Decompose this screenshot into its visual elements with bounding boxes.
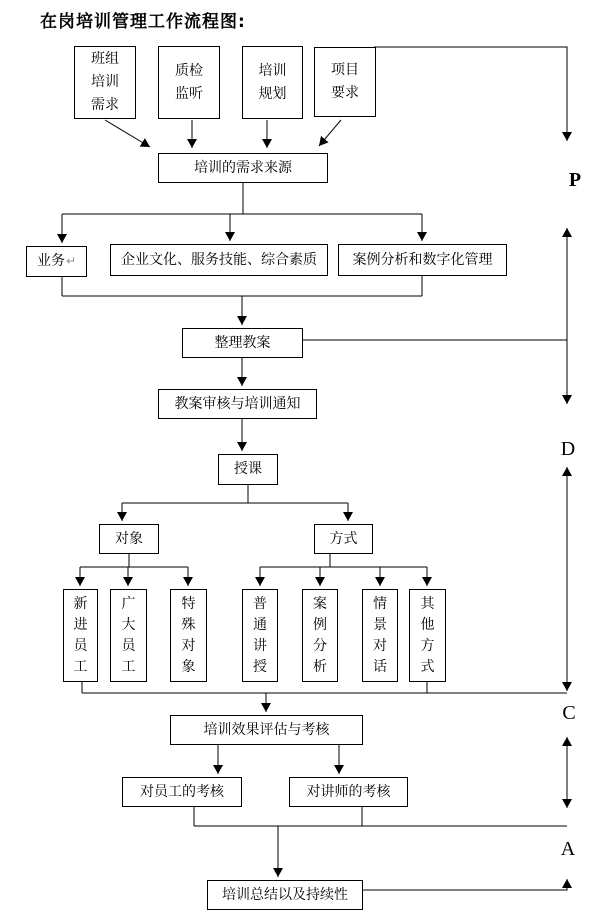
box-method bbox=[314, 524, 373, 554]
box-label: 项目要求 bbox=[331, 62, 359, 101]
box-lecturer-assessment bbox=[289, 777, 408, 807]
box-label: 整理教案 bbox=[214, 334, 271, 351]
box-business bbox=[26, 246, 87, 277]
box-case-analysis bbox=[302, 589, 338, 682]
box-plan-review-training-notice bbox=[158, 389, 317, 419]
box-label: 培训的需求来源 bbox=[194, 159, 292, 176]
line-summary-to-pdca bbox=[363, 879, 567, 890]
box-organize-lesson-plans bbox=[182, 328, 303, 358]
box-label: 方式 bbox=[329, 530, 358, 547]
arrow-project-to-sources bbox=[319, 120, 341, 146]
box-label: 案例分析和数字化管理 bbox=[352, 251, 493, 268]
box-effect-evaluation-assessment bbox=[170, 715, 363, 745]
box-label: 对讲师的考核 bbox=[306, 783, 391, 800]
box-quality-monitoring bbox=[158, 46, 220, 119]
box-label: 特殊对象 bbox=[181, 595, 196, 675]
box-label: 对象 bbox=[115, 530, 143, 547]
box-label: 普通讲授 bbox=[253, 595, 267, 675]
box-label: 班组培训需求 bbox=[91, 51, 119, 113]
box-project-requirements bbox=[314, 47, 376, 117]
box-new-employees bbox=[63, 589, 98, 682]
return-mark: ↵ bbox=[65, 254, 77, 268]
pdca-letter-d: D bbox=[560, 438, 576, 460]
box-employee-assessment bbox=[122, 777, 242, 807]
pdca-letter-c: C bbox=[562, 702, 576, 724]
line-top-to-p bbox=[374, 47, 567, 141]
box-training-planning bbox=[242, 46, 303, 119]
method-branch bbox=[260, 554, 427, 586]
box-label: 广大员工 bbox=[121, 595, 136, 675]
box-all-employees bbox=[110, 589, 147, 682]
pdca-letter-a: A bbox=[560, 838, 576, 860]
box-special-targets bbox=[170, 589, 207, 682]
box-label: 质检监听 bbox=[175, 62, 203, 102]
arrow-team-needs-to-sources bbox=[105, 120, 150, 147]
pdca-spine bbox=[303, 47, 567, 808]
page-title: 在岗培训管理工作流程图: bbox=[40, 12, 246, 32]
box-label: 案例分析 bbox=[313, 595, 327, 675]
box-label: 对员工的考核 bbox=[140, 783, 224, 800]
box-ordinary-lecture bbox=[242, 589, 278, 682]
box-label: 培训规划 bbox=[258, 62, 287, 102]
box-scenario-dialogue bbox=[362, 589, 398, 682]
box-label: 教案审核与培训通知 bbox=[174, 395, 301, 412]
box-label: 企业文化、服务技能、综合素质 bbox=[121, 251, 317, 268]
box-teaching bbox=[218, 454, 278, 485]
box-case-analysis-digital-mgmt bbox=[338, 244, 507, 276]
box-corporate-culture-skills bbox=[110, 244, 328, 276]
box-summary-and-continuity bbox=[207, 880, 363, 910]
pdca-letter-p: P bbox=[568, 169, 582, 191]
box-training-demand-sources bbox=[158, 153, 328, 183]
top-source-arrows bbox=[105, 120, 341, 148]
box-label: 培训总结以及持续性 bbox=[222, 886, 348, 903]
box-label: 授课 bbox=[234, 461, 262, 477]
box-team-training-needs bbox=[74, 46, 136, 119]
box-label: 情景对话 bbox=[373, 595, 387, 675]
target-branch bbox=[80, 554, 188, 586]
box-label: 新进员工 bbox=[73, 595, 88, 675]
box-label: 业务 bbox=[36, 253, 65, 269]
box-other-methods bbox=[409, 589, 446, 682]
box-label: 培训效果评估与考核 bbox=[203, 721, 330, 738]
main-flow bbox=[122, 358, 348, 521]
box-label: 其他方式 bbox=[420, 595, 435, 675]
box-target bbox=[99, 524, 159, 554]
